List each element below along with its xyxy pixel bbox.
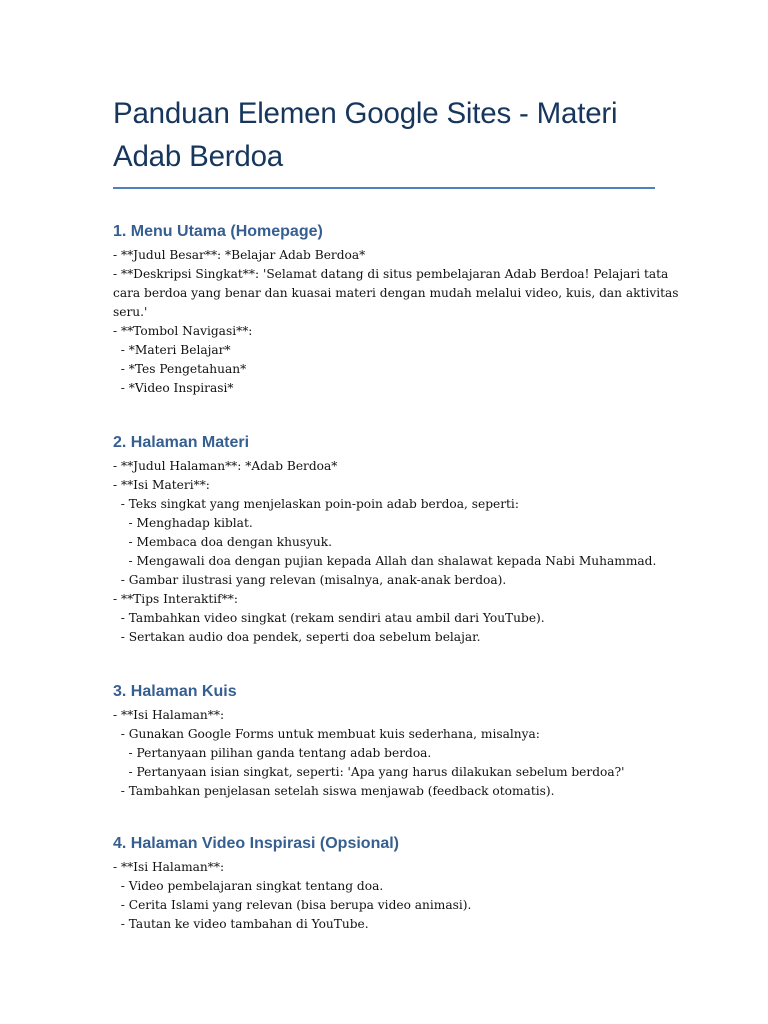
text-line: - Pertanyaan isian singkat, seperti: 'Apa yang harus dilakukan sebelum berdoa?' [113, 765, 625, 779]
text-line: - Tambahkan penjelasan setelah siswa menjawab (feedback otomatis). [113, 784, 555, 798]
section-3 [113, 682, 655, 801]
section-content [113, 246, 679, 398]
section-heading: 2. Halaman Materi [113, 434, 250, 451]
text-line: - **Isi Materi**: [113, 478, 210, 492]
document-body [113, 222, 679, 934]
text-line: - Sertakan audio doa pendek, seperti doa sebelum belajar. [113, 630, 481, 644]
text-line: - **Isi Halaman**: [113, 708, 225, 722]
text-line: - Gambar ilustrasi yang relevan (misalnya, anak-anak berdoa). [113, 573, 507, 587]
section-heading: 3. Halaman Kuis [113, 683, 237, 700]
text-line: - **Judul Besar**: *Belajar Adab Berdoa* [113, 248, 366, 262]
title-divider [113, 187, 655, 189]
text-line: - *Video Inspirasi* [113, 381, 234, 395]
text-line: - **Tombol Navigasi**: [113, 324, 253, 338]
text-line: seru.' [113, 305, 148, 319]
document-title [113, 92, 655, 178]
document-title-line-2: Adab Berdoa [113, 140, 284, 173]
section-2 [113, 433, 655, 647]
text-line: - Membaca doa dengan khusyuk. [113, 535, 333, 549]
document-title-line-1: Panduan Elemen Google Sites - Materi [113, 97, 618, 130]
section-4 [113, 834, 655, 934]
section-heading: 1. Menu Utama (Homepage) [113, 223, 323, 240]
text-line: - Teks singkat yang menjelaskan poin-poin adab berdoa, seperti: [113, 497, 519, 511]
section-1 [113, 222, 679, 398]
text-line: - Video pembelajaran singkat tentang doa. [113, 879, 384, 893]
text-line: - Pertanyaan pilihan ganda tentang adab berdoa. [113, 746, 432, 760]
text-line: cara berdoa yang benar dan kuasai materi dengan mudah melalui video, kuis, dan aktivitas [113, 286, 679, 300]
text-line: - *Tes Pengetahuan* [113, 362, 247, 376]
text-line: - **Judul Halaman**: *Adab Berdoa* [113, 459, 338, 473]
text-line: - Menghadap kiblat. [113, 516, 253, 530]
section-content [113, 858, 655, 934]
text-line: - Gunakan Google Forms untuk membuat kuis sederhana, misalnya: [113, 727, 540, 741]
section-content [113, 457, 655, 647]
text-line: - *Materi Belajar* [113, 343, 231, 357]
text-line: - **Isi Halaman**: [113, 860, 225, 874]
text-line: - Tautan ke video tambahan di YouTube. [113, 917, 369, 931]
text-line: - Mengawali doa dengan pujian kepada Allah dan shalawat kepada Nabi Muhammad. [113, 554, 657, 568]
text-line: - **Tips Interaktif**: [113, 592, 238, 606]
document-page [113, 92, 679, 934]
text-line: - **Deskripsi Singkat**: 'Selamat datang di situs pembelajaran Adab Berdoa! Pelajari tata [113, 267, 669, 281]
text-line: - Cerita Islami yang relevan (bisa berupa video animasi). [113, 898, 472, 912]
section-content [113, 706, 655, 801]
text-line: - Tambahkan video singkat (rekam sendiri atau ambil dari YouTube). [113, 611, 545, 625]
section-heading: 4. Halaman Video Inspirasi (Opsional) [113, 835, 400, 852]
